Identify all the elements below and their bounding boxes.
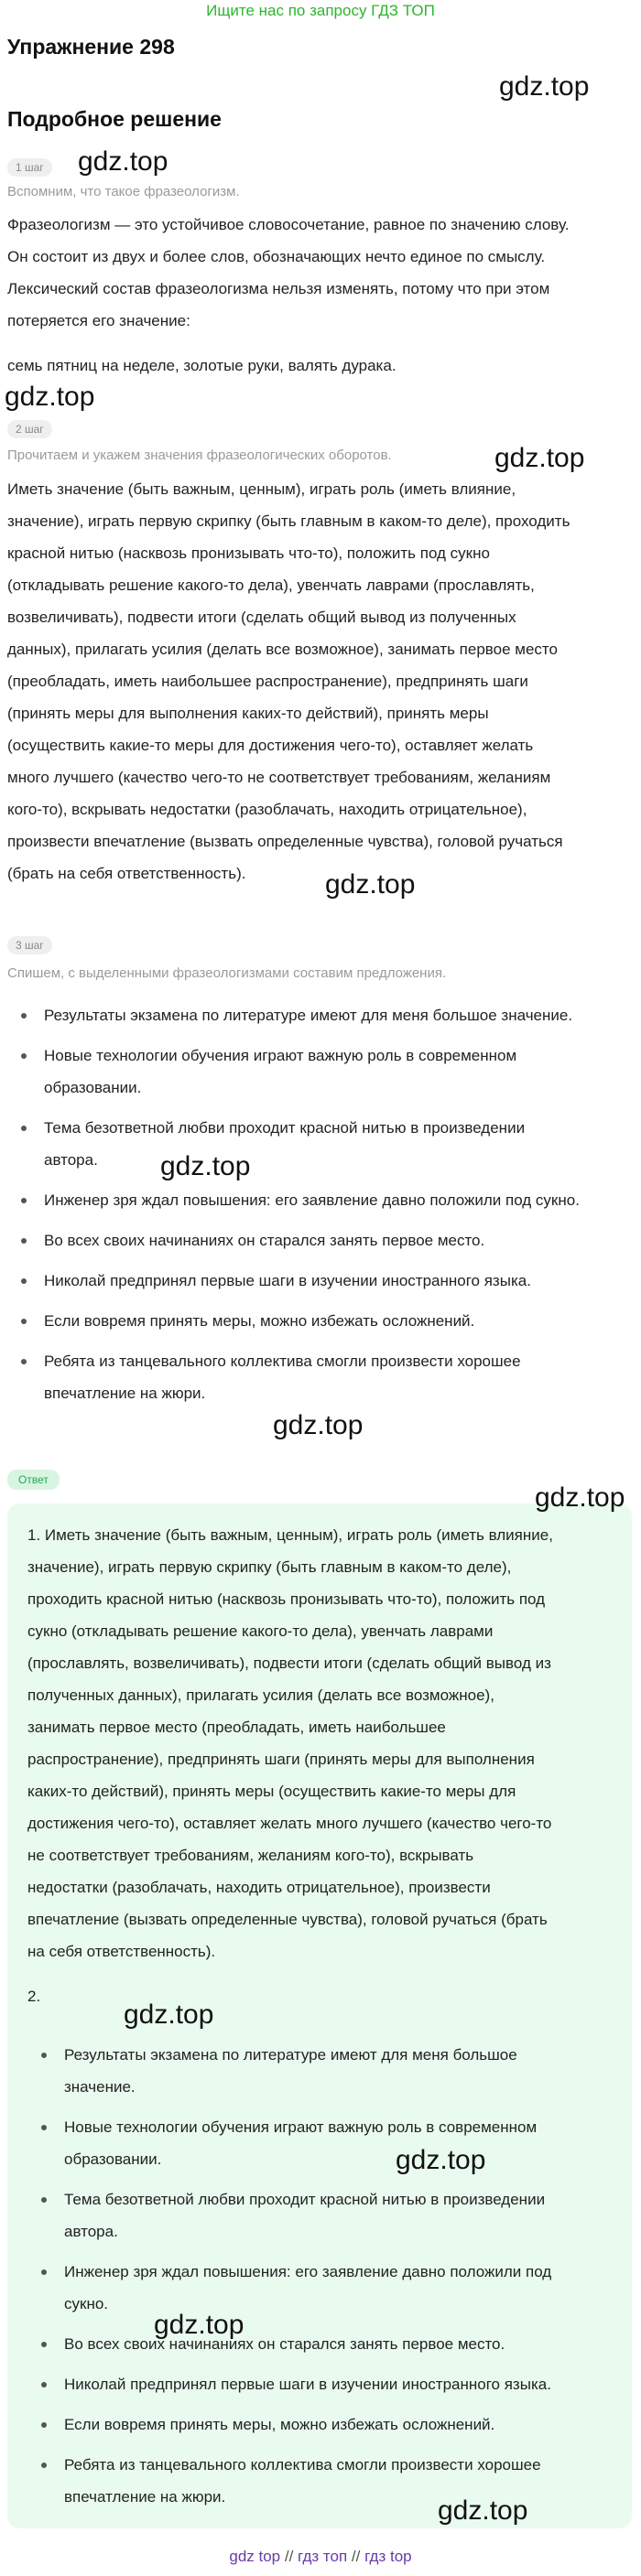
text-line: Лексический состав фразеологизма нельзя изменять, потому что при этом: [7, 280, 550, 297]
text-line: достижения чего-то), оставляет желать много лучшего (качество чего-то: [27, 1815, 552, 1832]
text-line: не соответствует требованиям, желаниям кого-то), вскрывать: [27, 1847, 474, 1864]
text-line: проходить красной нитью (насквозь пронизывать что-то), положить под: [27, 1590, 546, 1608]
watermark: gdz.top: [154, 2310, 244, 2340]
text-line: произвести впечатление (вызвать определенные чувства), головой ручаться: [7, 833, 563, 850]
text-line: кого-то), вскрывать недостатки (разоблачать, находить отрицательное),: [7, 801, 527, 818]
step-hint-1: Вспомним, что такое фразеологизм.: [7, 184, 240, 199]
text-line: впечатление (вызвать определенные чувства), головой ручаться (брать: [27, 1911, 548, 1928]
page-subtitle: Подробное решение: [7, 107, 222, 131]
watermark: gdz.top: [325, 869, 416, 900]
watermark: gdz.top: [396, 2145, 486, 2175]
answer-list: [27, 2039, 623, 2521]
text-line: полученных данных), прилагать усилия (делать все возможное),: [27, 1687, 494, 1704]
text-line: (осуществить какие-то меры для достижения чего-то), оставляет желать: [7, 737, 534, 754]
watermark: gdz.top: [438, 2495, 528, 2526]
step2-text: [7, 473, 630, 889]
text-line: (откладывать решение какого-то дела), увенчать лаврами (прославлять,: [7, 577, 535, 594]
text-line: 1. Иметь значение (быть важным, ценным), играть роль (иметь влияние,: [27, 1526, 553, 1544]
text-line: (прославлять, возвеличивать), подвести итоги (сделать общий вывод из: [27, 1654, 551, 1672]
step1-text: [7, 209, 630, 382]
list-item: Николай предпринял первые шаги в изучении иностранного языка.: [7, 1265, 630, 1297]
text-line: (преобладать, иметь наибольшее распространение), предпринять шаги: [7, 673, 528, 690]
list-item: Новые технологии обучения играют важную роль в современном образовании.: [27, 2111, 623, 2175]
text-line: на себя ответственность).: [27, 1943, 216, 1960]
list-item: Новые технологии обучения играют важную роль в современном образовании.: [7, 1040, 630, 1104]
list-item: Николай предпринял первые шаги в изучении иностранного языка.: [27, 2368, 623, 2400]
step-hint-2: Прочитаем и укажем значения фразеологических оборотов.: [7, 447, 392, 463]
text-line: распространение), предпринять шаги (принять меры для выполнения: [27, 1751, 535, 1768]
text-line: Фразеологизм — это устойчивое словосочетание, равное по значению слову.: [7, 216, 570, 233]
text-line: данных), прилагать усилия (делать все возможное), занимать первое место: [7, 641, 558, 658]
text-line: возвеличивать), подвести итоги (сделать общий вывод из полученных: [7, 609, 516, 626]
text-line: Иметь значение (быть важным, ценным), играть роль (иметь влияние,: [7, 480, 516, 498]
text-line: сукно (откладывать решение какого-то дела), увенчать лаврами: [27, 1622, 494, 1640]
list-item: Во всех своих начинаниях он старался занять первое место.: [7, 1224, 630, 1256]
step-badge-1: 1 шаг: [7, 158, 52, 177]
watermark: gdz.top: [124, 1999, 214, 2030]
text-line: каких-то действий), принять меры (осуществить какие-то меры для: [27, 1783, 516, 1800]
text-line: 2.: [27, 1988, 41, 2005]
text-line: занимать первое место (преобладать, иметь наибольшее: [27, 1719, 446, 1736]
watermark: gdz.top: [535, 1482, 625, 1513]
list-item: Результаты экзамена по литературе имеют для меня большое значение.: [27, 2039, 623, 2103]
answer-text: [27, 1519, 623, 2012]
list-item: Ребята из танцевального коллектива смогли произвести хорошее впечатление на жюри.: [27, 2449, 623, 2513]
list-item: Тема безответной любви проходит красной нитью в произведении автора.: [7, 1112, 630, 1176]
sentences-list: [7, 999, 630, 1417]
list-item: Ребята из танцевального коллектива смогли произвести хорошее впечатление на жюри.: [7, 1345, 630, 1409]
watermark: gdz.top: [499, 71, 590, 102]
watermark: gdz.top: [160, 1151, 251, 1181]
search-hint-banner[interactable]: Ищите нас по запросу ГДЗ ТОП: [206, 2, 435, 19]
step-badge-2: 2 шаг: [7, 420, 52, 438]
text-line: значение), играть первую скрипку (быть главным в каком-то деле),: [27, 1558, 512, 1576]
footer-separator: //: [284, 2548, 294, 2565]
list-item: Инженер зря ждал повышения: его заявление давно положили под сукно.: [7, 1184, 630, 1216]
watermark: gdz.top: [78, 146, 168, 177]
list-item: Во всех своих начинаниях он старался занять первое место.: [27, 2328, 623, 2360]
text-line: Он состоит из двух и более слов, обозначающих нечто единое по смыслу.: [7, 248, 546, 265]
text-line: семь пятниц на неделе, золотые руки, валять дурака.: [7, 357, 397, 374]
answer-badge: Ответ: [7, 1470, 60, 1490]
text-line: недостатки (разоблачать, находить отрицательное), произвести: [27, 1879, 491, 1896]
footer-separator: //: [351, 2548, 361, 2565]
list-item: Инженер зря ждал повышения: его заявление давно положили под сукно.: [27, 2256, 623, 2320]
step-hint-3: Спишем, с выделенными фразеологизмами составим предложения.: [7, 965, 447, 981]
text-line: много лучшего (качество чего-то не соответствует требованиям, желаниям: [7, 769, 551, 786]
list-item: Если вовремя принять меры, можно избежать осложнений.: [27, 2409, 623, 2441]
text-line: красной нитью (насквозь пронизывать что-то), положить под сукно: [7, 544, 490, 562]
watermark: gdz.top: [5, 382, 95, 412]
footer-link-gdz-top-ru[interactable]: гдз топ: [298, 2548, 348, 2565]
text-line: значение), играть первую скрипку (быть главным в каком-то деле), проходить: [7, 512, 570, 530]
text-line: (брать на себя ответственность).: [7, 865, 246, 882]
footer-link-gdz-top-mixed[interactable]: гдз top: [364, 2548, 412, 2565]
watermark: gdz.top: [494, 443, 585, 473]
footer-link-gdz-top[interactable]: gdz top: [229, 2548, 281, 2565]
list-item: Если вовремя принять меры, можно избежать осложнений.: [7, 1305, 630, 1337]
watermark: gdz.top: [273, 1410, 364, 1440]
footer-links: [0, 2545, 641, 2569]
list-item: Тема безответной любви проходит красной нитью в произведении автора.: [27, 2183, 623, 2247]
step-badge-3: 3 шаг: [7, 936, 52, 954]
text-line: (принять меры для выполнения каких-то действий), принять меры: [7, 705, 489, 722]
page-title: Упражнение 298: [7, 35, 175, 59]
list-item: Результаты экзамена по литературе имеют для меня большое значение.: [7, 999, 630, 1031]
text-line: потеряется его значение:: [7, 312, 190, 329]
